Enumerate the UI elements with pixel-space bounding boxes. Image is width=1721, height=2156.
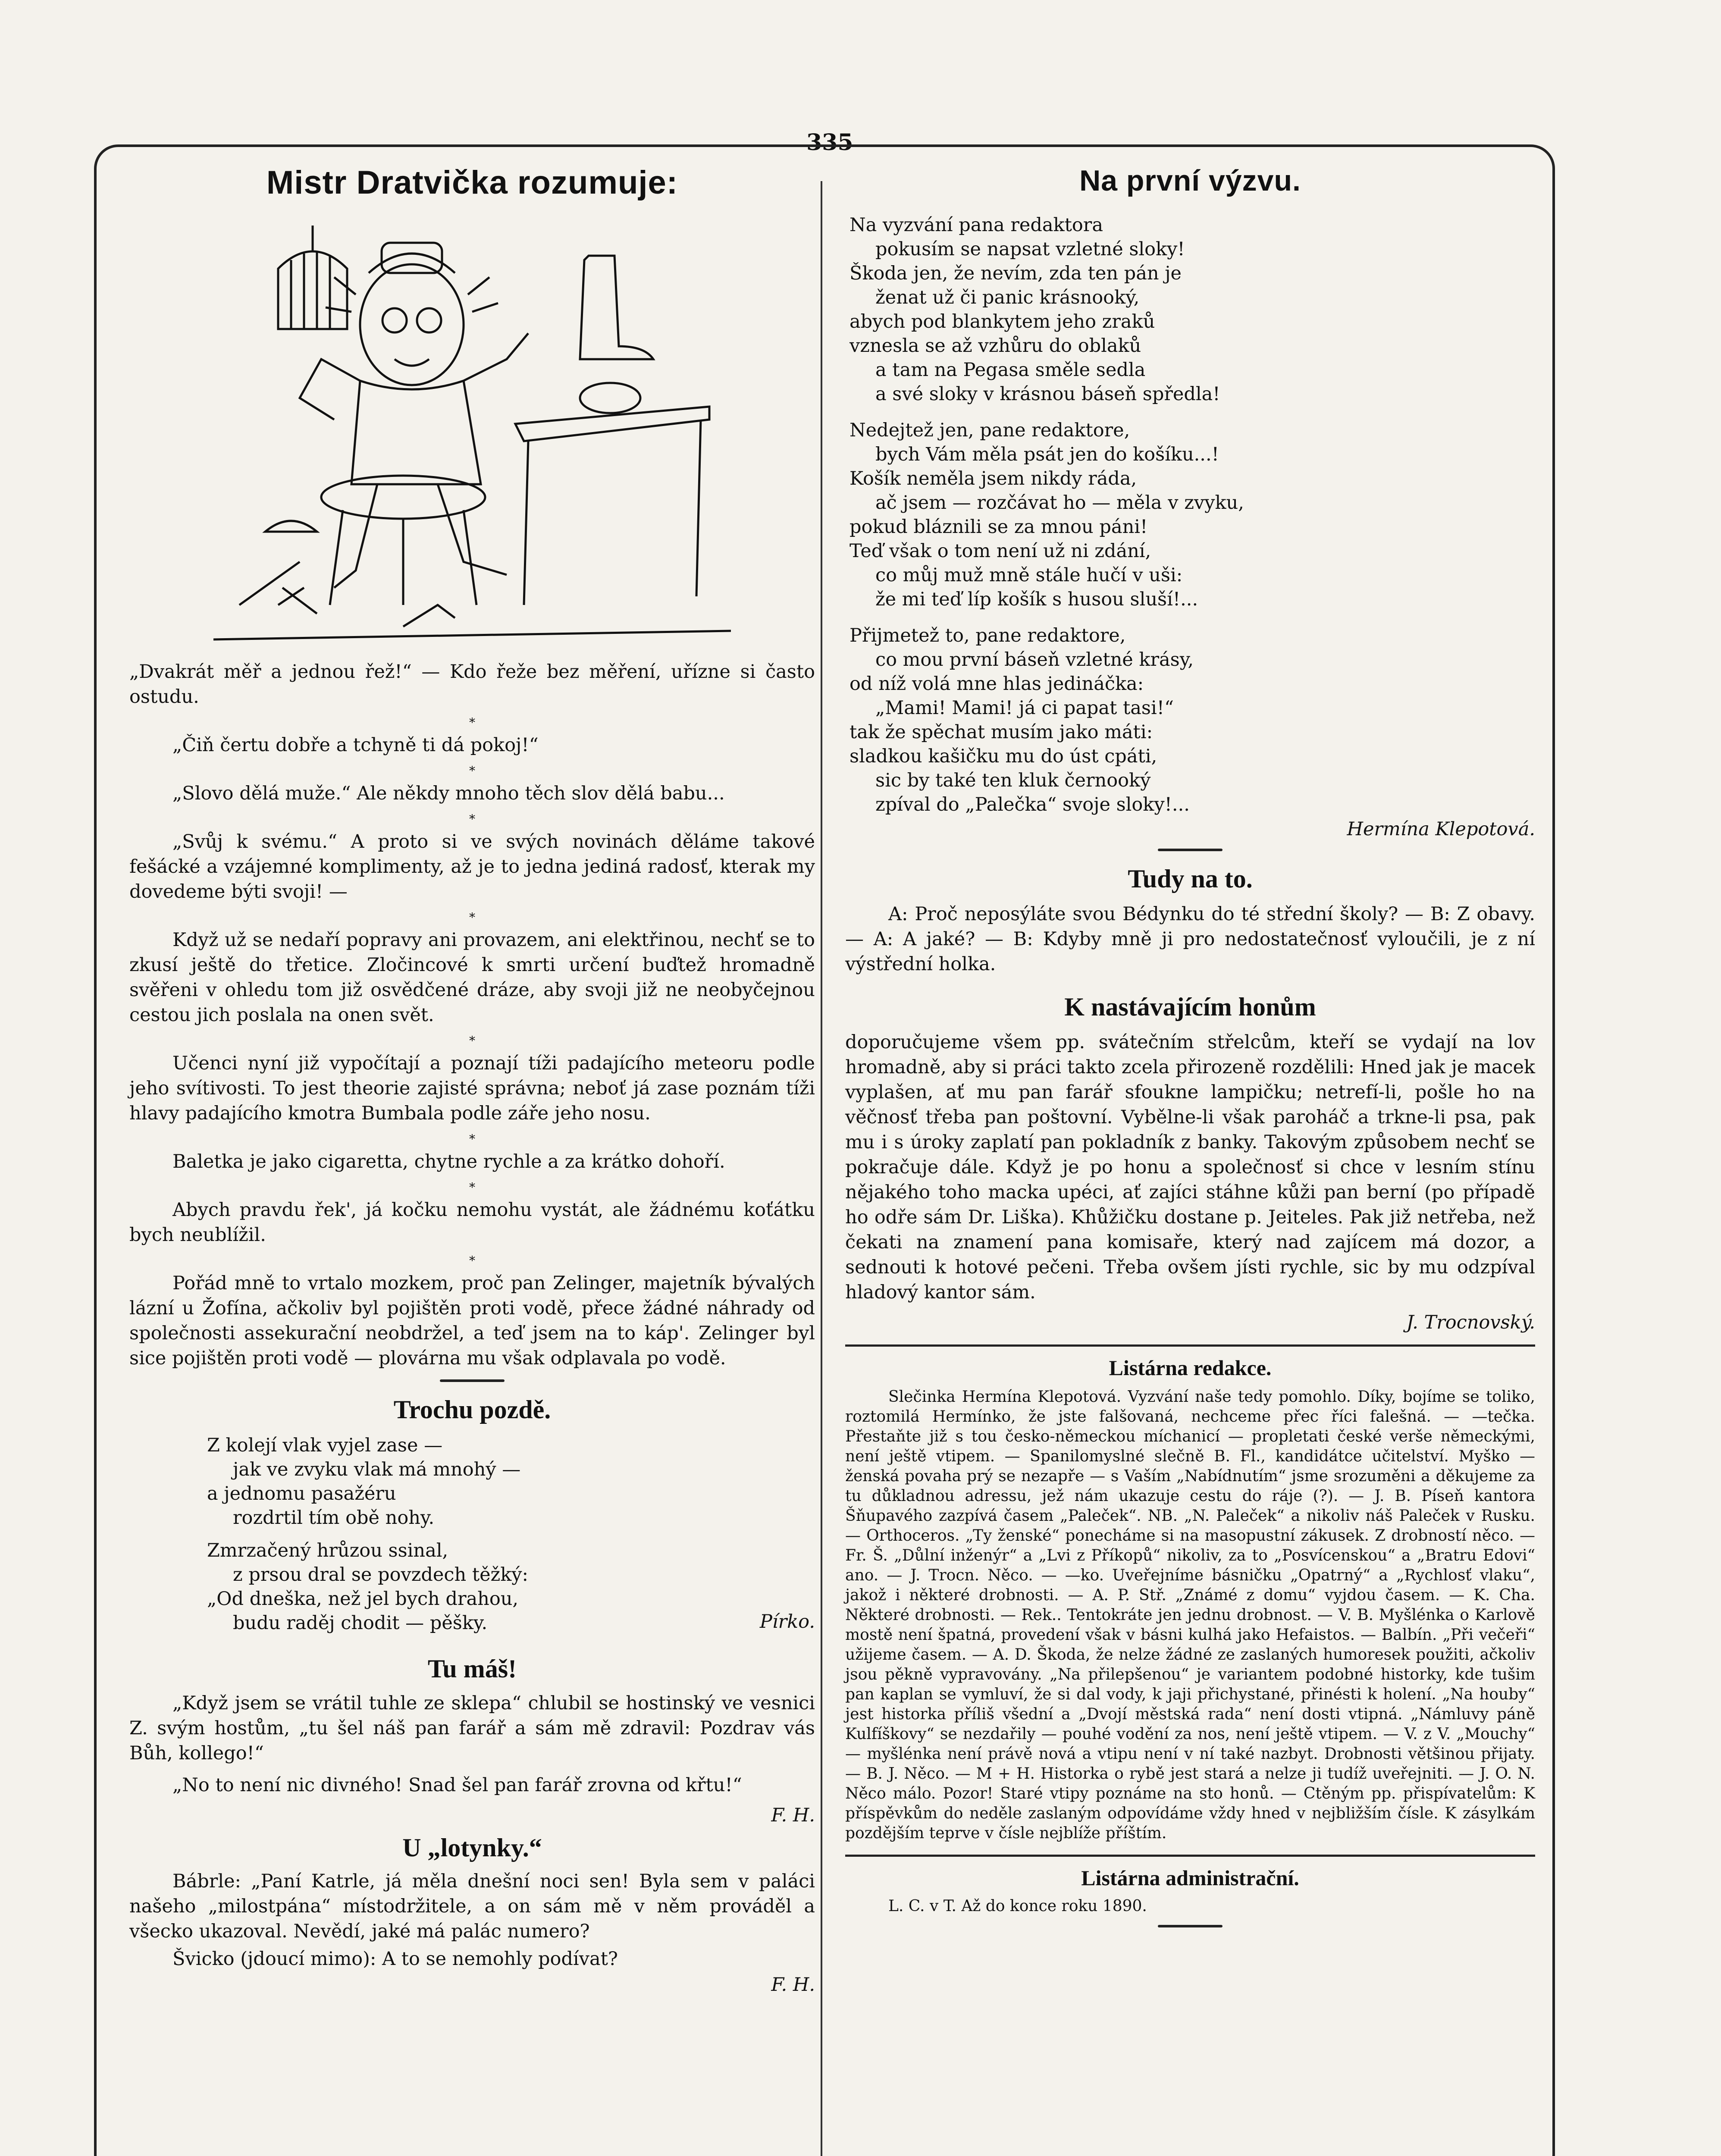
saying-9: Pořád mně to vrtalo mozkem, proč pan Zelinger, majetník bývalých lázní u Žofína, ačkoliv byl pojištěn proti vodě, přece žádné náhrady od společnosti assekurační neobdržel, a teď jsem na to káp'. Zelinger byl sice pojištěn proti vodě — plovárna mu však odplavala po vodě.: [129, 1272, 815, 1369]
saying-1: „Dvakrát měř a jednou řež!“ — Kdo řeže bez měření, uřízne si často ostudu.: [129, 661, 815, 708]
poem-line: „Mami! Mami! já ci papat tasi!“: [875, 697, 1174, 719]
saying-6: Učenci nyní již vypočítají a poznají tíži padajícího meteoru podle jeho svítivosti. To jest theorie zajisté správna; neboť já zase poznám tíži hlavy padajícího kmotra Bumbala podle záře jeho nosu.: [129, 1053, 815, 1124]
left-column: [129, 164, 815, 2002]
poem-line: od níž volá mne hlas jedináčka:: [850, 673, 1144, 695]
section-separator: [1158, 849, 1223, 851]
poem-line: Zmrzačený hrůzou ssinal,: [207, 1540, 448, 1561]
author-trocnovsky: J. Trocnovský.: [1406, 1312, 1535, 1333]
article-title-listarna: Listárna redakce.: [1109, 1356, 1272, 1380]
poem-line: ženat už či panic krásnooký,: [875, 287, 1140, 308]
poem-line: jak ve zvyku vlak má mnohý —: [233, 1459, 521, 1480]
poem-line: co můj muž mně stále hučí v uši:: [875, 564, 1183, 586]
poem-line: budu raděj chodit — pěšky.: [233, 1612, 488, 1634]
poem-line: z prsou dral se povzdech těžký:: [233, 1564, 529, 1586]
poem-line: Z kolejí vlak vyjel zase —: [207, 1435, 443, 1456]
poem-line: Přijmetež to, pane redaktore,: [850, 625, 1126, 646]
poem-line: zpíval do „Palečka“ svoje sloky!...: [875, 794, 1190, 815]
separator-star: *: [469, 1180, 475, 1194]
article-title-dratvicka: Mistr Dratvička rozumuje:: [266, 164, 678, 201]
horizontal-rule: [845, 1344, 1535, 1347]
poem-trochu: [129, 1433, 815, 1635]
poem-title-trochu: Trochu pozdě.: [393, 1395, 551, 1424]
poem-line: vznesla se až vzhůru do oblaků: [850, 335, 1141, 357]
poem-line: ač jsem — rozčávat ho — měla v zvyku,: [875, 492, 1244, 514]
horizontal-rule: [845, 1855, 1535, 1857]
lotynky-dialogue: [129, 1869, 815, 1971]
poem-line: pokusím se napsat vzletné sloky!: [875, 238, 1185, 260]
lotynky-line-1: Bábrle: „Paní Katrle, já měla dnešní noci sen! Byla sem v paláci našeho „milostpána“ místodržitele, a on sám mě v něm prováděl a všecko ukazoval. Nevědí, jaké má palác numero?: [129, 1871, 815, 1942]
honum-text: doporučujeme všem pp. svátečním střelcům, kteří se vydají na lov hromadně, aby si práci takto zcela přirozeně rozdělili: Hned jak je macek vyplašen, ať mu pan farář sfoukne lampičku; netrefí-li, pošle ho na věčnosť třeba pan poštovní. Vybělne-li však paroháč a trkne-li psa, pak mu i s úroky zaplatí pan pokladník z banky. Takovým způsobem nechť se pokračuje dále. Když je po honu a společnosť si chce v lesním stínu nějakého toho macka upéci, ať zajíci stáhne kůži pan berní (po případě ho odře sám Dr. Liška). Khůžičku dostane p. Jeiteles. Pak již netřeba, než čekati na znamení pana komisaře, který nad zajícem má dozor, a sednouti k hotové pečeni. Třeba ovšem jísti rychle, sic by mu odzpíval hladový kantor sám.: [845, 1031, 1535, 1303]
page-number: 335: [806, 129, 853, 156]
author-klepotova: Hermína Klepotová.: [1347, 818, 1535, 840]
right-column: [845, 164, 1535, 1940]
separator-star: *: [469, 910, 475, 924]
author-fh-2: F. H.: [771, 1974, 815, 1996]
poem-line: sladkou kašičku mu do úst cpáti,: [850, 746, 1157, 767]
separator-star: *: [469, 764, 475, 778]
tudy-text: A: Proč neposýláte svou Bédynku do té střední školy? — B: Z obavy. — A: A jaké? — B: Kdyby mně ji pro nedostatečnosť vyloučili, je z ní výstřední holka.: [845, 903, 1535, 975]
section-separator: [440, 1379, 505, 1382]
saying-3: „Slovo dělá muže.“ Ale někdy mnoho těch slov dělá babu...: [172, 783, 725, 804]
poem-line: co mou první báseň vzletné krásy,: [875, 649, 1194, 671]
poem-line: Teď však o tom není už ni zdání,: [850, 540, 1151, 562]
section-separator: [1158, 1925, 1223, 1927]
cobbler-illustration: [213, 217, 731, 648]
poem-line: Škoda jen, že nevím, zda ten pán je: [850, 263, 1182, 284]
listarna-text: Slečinka Hermína Klepotová. Vyzvání naše tedy pomohlo. Díky, bojíme se toliko, roztomilá Hermínko, že jste falšovaná, nechceme přec říci falešná. — —tečka. Přestaňte již s tou česko-německou míchanicí — propletati české verše německými, není ještě vtipem. — Spanilomyslné slečně B. Fl., kandidátce učitelství. Myško — ženská povaha prý se nezapře — s Vaším „Nabídnutím“ jsme srozuměni a děkujeme za tu důkladnou adressu, jež nám ukazuje cestu do ráje (?). — J. B. Píseň kantora Šňupavého zazpívá časem „Paleček“. NB. „N. Paleček“ a nikoliv náš Paleček v Rusku. — Orthoceros. „Ty ženské“ ponecháme si na masopustní zákusek. Z drobností něco. — Fr. Š. „Důlní inženýr“ a „Lvi z Příkopů“ nikoliv, za to „Posvícenskou“ a „Bratru Edovi“ ano. — J. Trocn. Něco. — —ko. Uveřejníme básničku „Opatrný“ a „Rychlosť vlaku“, jakož i některé drobnosti. — A. P. Stř. „Známé z domu“ vyjdou časem. — K. Cha. Některé drobnosti. — Rek.. Tentokráte jen jednu drobnost. — V. B. Myšlénka o Karlově mostě není špatná, provedení však v básni kulhá jako Hefaistos. — Balbín. „Při večeři“ užijeme časem. — A. D. Škoda, že nelze žádné ze zaslaných humoresek použiti, ačkoliv jsou pěkně vypravovány. „Na přilepšenou“ je variantem podobné historky, kde tušim pan kaplan se vymluví, že si dal vody, k jaji přichystané, přinésti k holení. „Na houby“ jest historka příliš všední a „Dvojí městská rada“ není dosti vtipná. „Námluvy páně Kulfíškovy“ se nezdařily — pouhé vodění za nos, není ještě vtipem. — V. z V. „Mouchy“ — myšlénka není právě nová a vtipu není v ní také nazbyt. Drobnosti většinou přijaty. — B. J. Něco. — M + H. Historka o rybě jest stará a nelze ji tudíž uveřejniti. — J. O. N. Něco málo. Pozor! Staré vtipy poznáme na sto honů. — Ctěným pp. přispívatelům: K příspěvkům do neděle zaslaným odpovídáme vždy hned v nejbližším čísle. K zásylkám pozdějším teprve v čísle nejblíže příštím.: [845, 1388, 1535, 1842]
saying-7: Baletka je jako cigaretta, chytne rychle a za krátko dohoří.: [172, 1151, 725, 1172]
poem-line: sic by také ten kluk černooký: [875, 770, 1151, 791]
lotynky-line-2: Švicko (jdoucí mimo): A to se nemohly podívat?: [172, 1948, 618, 1970]
listarna-body: [845, 1387, 1535, 1843]
tumas-text-2: „No to není nic divného! Snad šel pan farář zrovna od křtu!“: [172, 1774, 742, 1796]
article-title-vyzva: Na první výzvu.: [1079, 164, 1301, 197]
poem-line: pokud bláznili se za mnou páni!: [850, 516, 1148, 538]
poem-line: bych Vám měla psát jen do košíku...!: [875, 444, 1219, 465]
saying-5: Když už se nedaří popravy ani provazem, ani elektřinou, nechť se to zkusí ještě do třetice. Zločincové k smrti určení buďtež hromadně svěřeni v ohledu tom již osvědčené dráze, aby svoji již ne neobyčejnou cestou jich poslala na onen svět.: [129, 929, 815, 1026]
saying-4: „Svůj k svému.“ A proto si ve svých novinách děláme takové fešácké a vzájemné komplimenty, až je to jedna jediná radosť, kterak my dovedeme býti svoji! —: [129, 831, 815, 903]
poem-line: Na vyzvání pana redaktora: [850, 214, 1103, 236]
separator-star: *: [469, 812, 475, 826]
poem-line: a jednomu pasažéru: [207, 1483, 396, 1504]
poem-line: a své sloky v krásnou báseň spředla!: [875, 383, 1220, 405]
saying-2: „Čiň čertu dobře a tchyně ti dá pokoj!“: [172, 734, 539, 756]
author-fh: F. H.: [771, 1805, 815, 1826]
saying-8: Abych pravdu řek', já kočku nemohu vystát, ale žádnému koťátku bych neublížil.: [129, 1199, 815, 1246]
article-title-honum: K nastávajícím honům: [1064, 993, 1316, 1021]
poem-line: abych pod blankytem jeho zraků: [850, 311, 1155, 332]
admin-text: L. C. v T. Až do konce roku 1890.: [888, 1897, 1147, 1915]
separator-star: *: [469, 715, 475, 730]
poem-vyzva-stanza-2: [845, 418, 1535, 611]
poem-line: „Od dneška, než jel bych drahou,: [207, 1588, 519, 1610]
author-pirko: Pírko.: [759, 1611, 815, 1633]
article-title-lotynky: U „lotynky.“: [402, 1833, 542, 1862]
poem-line: rozdrtil tím obě nohy.: [233, 1507, 435, 1529]
column-divider: [821, 181, 822, 2156]
poem-vyzva-stanza-3: [845, 624, 1535, 817]
poem-line: a tam na Pegasa směle sedla: [875, 359, 1146, 381]
article-title-admin: Listárna administrační.: [1081, 1866, 1299, 1890]
poem-line: tak že spěchat musím jako máti:: [850, 721, 1153, 743]
separator-star: *: [469, 1253, 475, 1268]
poem-vyzva-stanza-1: [845, 213, 1535, 406]
poem-line: že mi teď líp košík s husou sluší!...: [875, 589, 1198, 610]
article-title-tudy: Tudy na to.: [1128, 865, 1253, 893]
separator-star: *: [469, 1132, 475, 1146]
poem-line: Košík neměla jsem nikdy ráda,: [850, 468, 1137, 489]
separator-star: *: [469, 1034, 475, 1048]
poem-line: Nedejtež jen, pane redaktore,: [850, 420, 1130, 441]
article-title-tumas: Tu máš!: [427, 1655, 517, 1683]
tumas-text: „Když jsem se vrátil tuhle ze sklepa“ chlubil se hostinský ve vesnici Z. svým hostům, „tu šel náš pan farář a sám mě zdravil: Pozdrav vás Bůh, kollego!“: [129, 1692, 815, 1764]
